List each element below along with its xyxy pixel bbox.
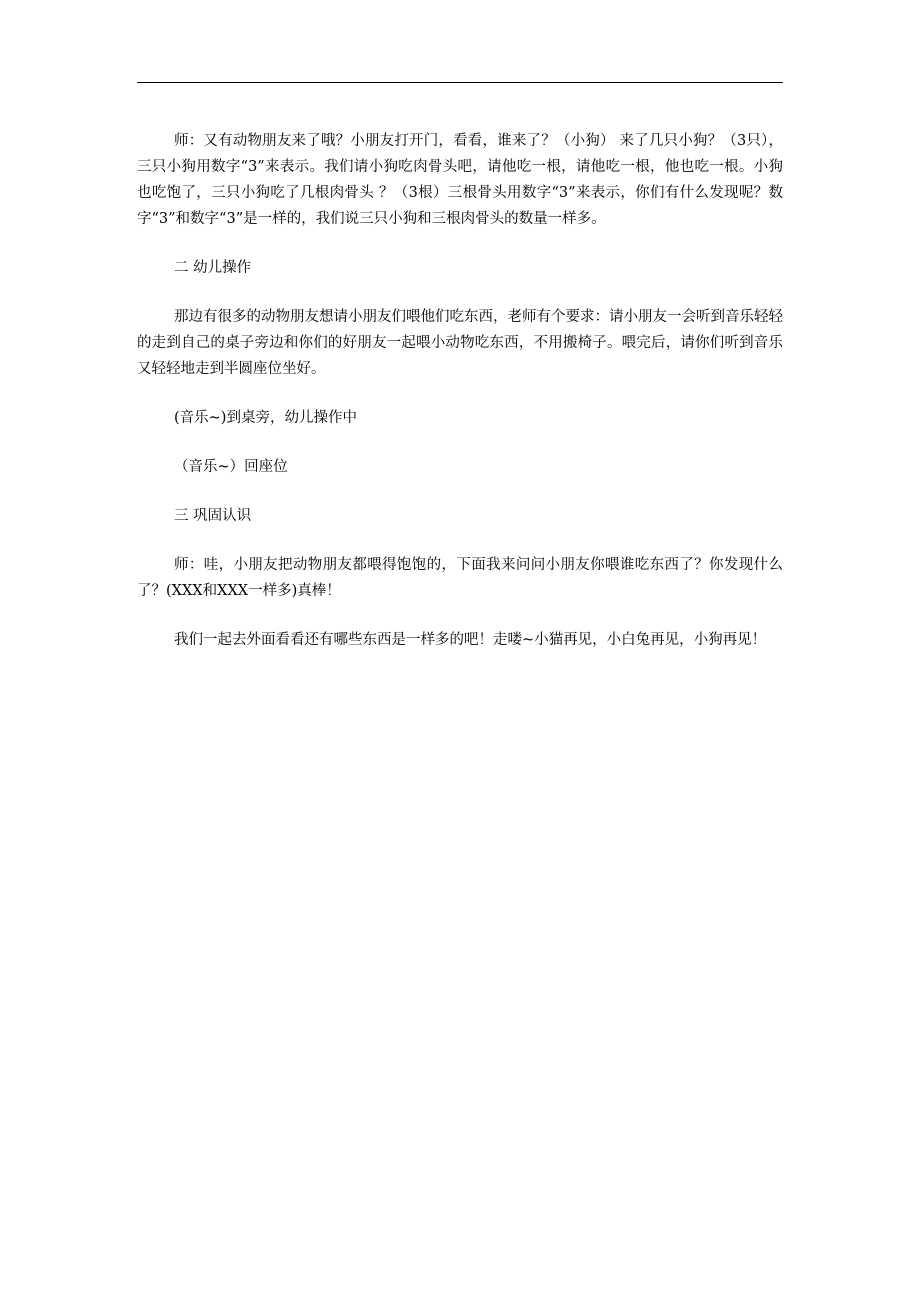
paragraph-consolidation: 师：哇，小朋友把动物朋友都喂得饱饱的，下面我来问问小朋友你喂谁吃东西了？你发现什么了？(XXX和XXX一样多)真棒！	[137, 557, 783, 599]
section-heading-2: 二 幼儿操作	[174, 260, 252, 276]
paragraph-operation-instructions: 那边有很多的动物朋友想请小朋友们喂他们吃东西，老师有个要求：请小朋友一会听到音乐轻轻的走到自己的桌子旁边和你们的好朋友一起喂小动物吃东西，不用搬椅子。喂完后，请你们听到音乐又轻轻地走到半圆座位坐好。	[137, 309, 783, 377]
header-rule	[137, 82, 783, 83]
paragraph-dialogue-dogs: 师：又有动物朋友来了哦？小朋友打开门，看看，谁来了？（小狗） 来了几只小狗？（3只），三只小狗用数字“3”来表示。我们请小狗吃肉骨头吧，请他吃一根，请他吃一根，他也吃一根。小狗也吃饱了，三只小狗吃了几根肉骨头 ？（3根）三根骨头用数字“3”来表示，你们有什么发现呢？数字“3”和数字“3”是一样的，我们说三只小狗和三根肉骨头的数量一样多。	[137, 133, 783, 227]
paragraph-music-return-seats: （音乐~）回座位	[174, 459, 288, 475]
paragraph-music-to-tables: (音乐~)到桌旁，幼儿操作中	[174, 410, 357, 426]
document-body	[137, 128, 783, 676]
section-heading-3: 三 巩固认识	[174, 508, 252, 524]
paragraph-closing: 我们一起去外面看看还有哪些东西是一样多的吧！走喽~小猫再见，小白兔再见，小狗再见！	[174, 632, 767, 648]
